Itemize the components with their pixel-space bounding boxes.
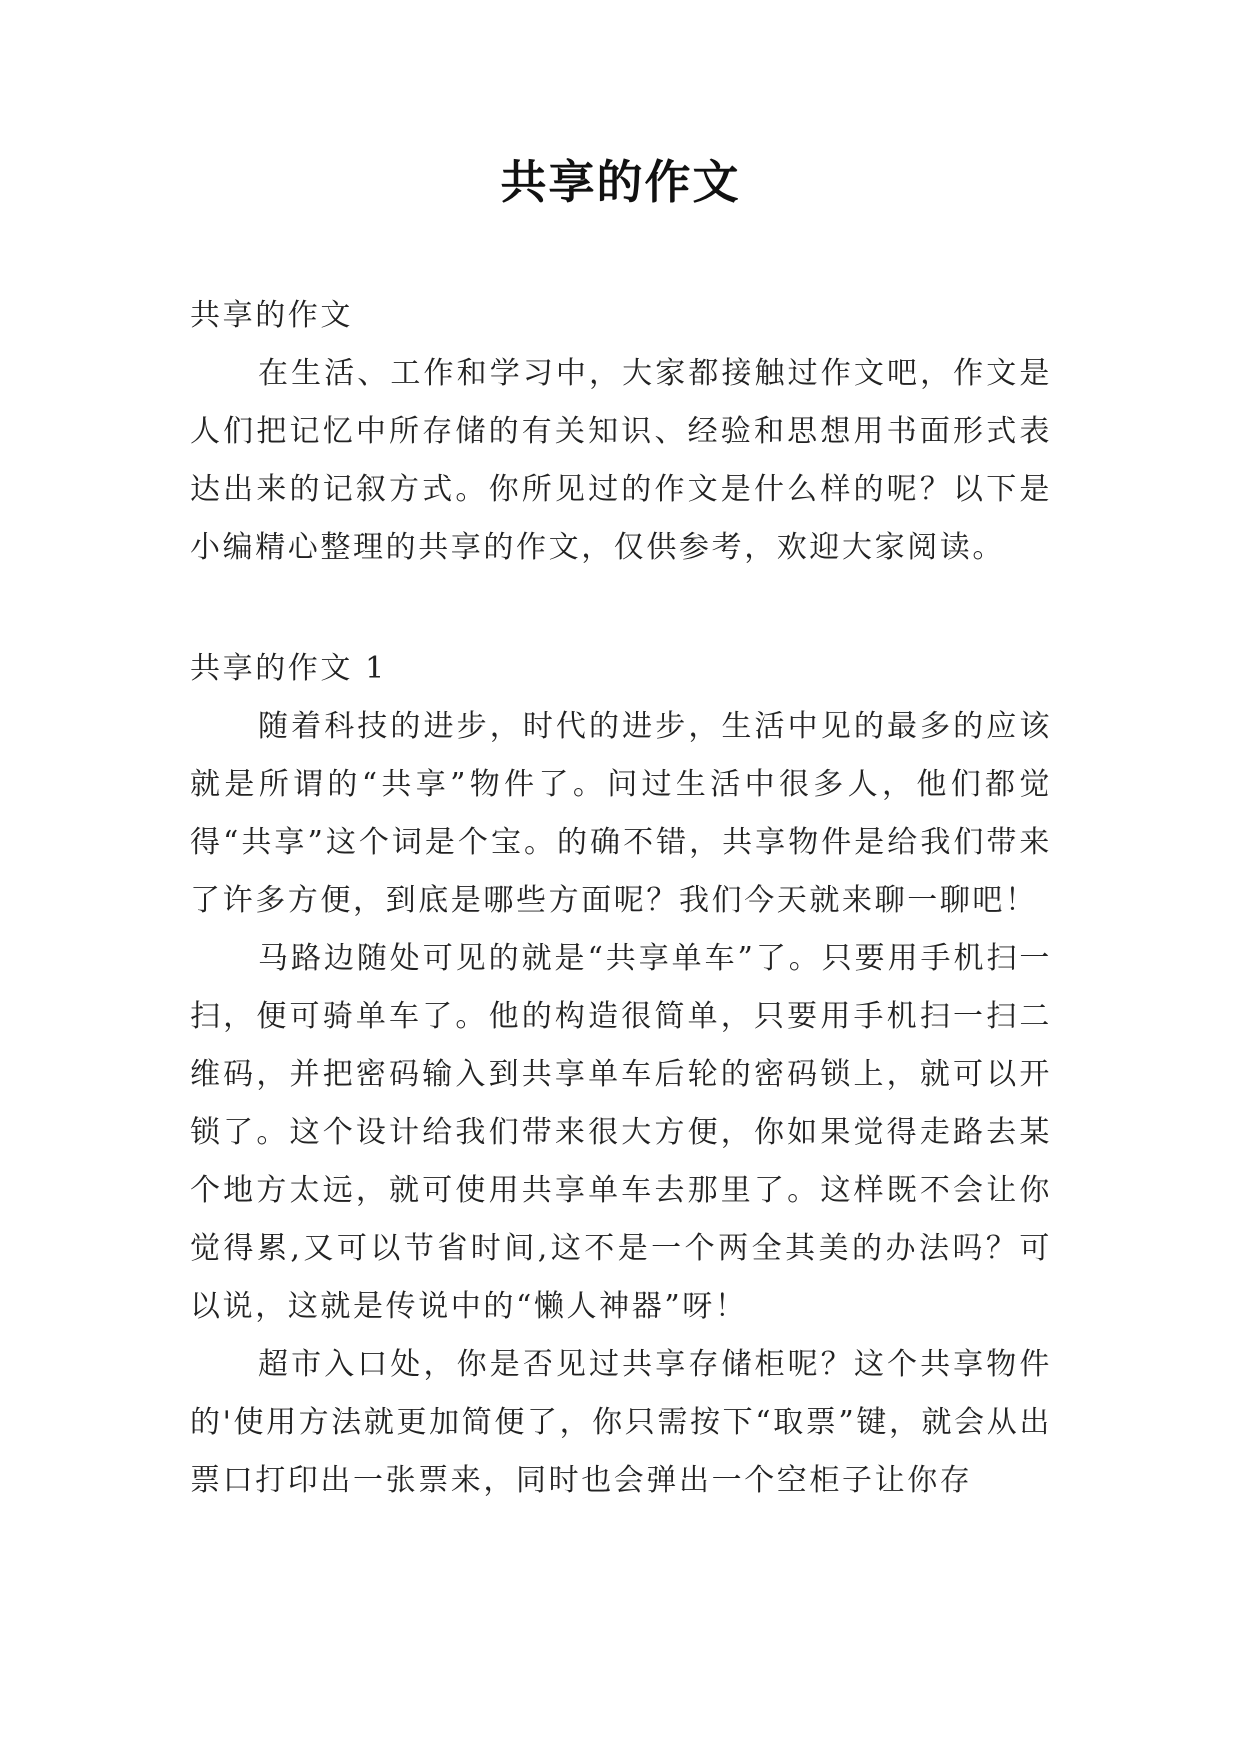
section-1-heading: 共享的作文 1 bbox=[190, 651, 387, 686]
section-1-paragraph-2: 马路边随处可见的就是“共享单车”了。只要用手机扫一扫，便可骑单车了。他的构造很简单，只要用手机扫一扫二维码，并把密码输入到共享单车后轮的密码锁上，就可以开锁了。这个设计给我们带来很大方便，你如果觉得走路去某个地方太远，就可使用共享单车去那里了。这样既不会让你觉得累,又可以节省时间,这不是一个两全其美的办法吗？可以说，这就是传说中的“懒人神器”呀！ bbox=[190, 941, 1052, 1324]
section-1 bbox=[190, 640, 1052, 1510]
intro-section bbox=[190, 287, 1052, 577]
intro-heading: 共享的作文 bbox=[190, 298, 353, 333]
section-1-paragraph-3: 超市入口处，你是否见过共享存储柜呢？这个共享物件的'使用方法就更加简便了，你只需按下“取票”键，就会从出票口打印出一张票来，同时也会弹出一个空柜子让你存 bbox=[190, 1347, 1052, 1498]
intro-paragraph: 在生活、工作和学习中，大家都接触过作文吧，作文是人们把记忆中所存储的有关知识、经验和思想用书面形式表达出来的记叙方式。你所见过的作文是什么样的呢？以下是小编精心整理的共享的作文，仅供参考，欢迎大家阅读。 bbox=[190, 356, 1052, 565]
document-title: 共享的作文 bbox=[500, 155, 741, 209]
section-1-paragraph-1: 随着科技的进步，时代的进步，生活中见的最多的应该就是所谓的“共享”物件了。问过生活中很多人，他们都觉得“共享”这个词是个宝。的确不错，共享物件是给我们带来了许多方便，到底是哪些方面呢？我们今天就来聊一聊吧！ bbox=[190, 709, 1052, 918]
